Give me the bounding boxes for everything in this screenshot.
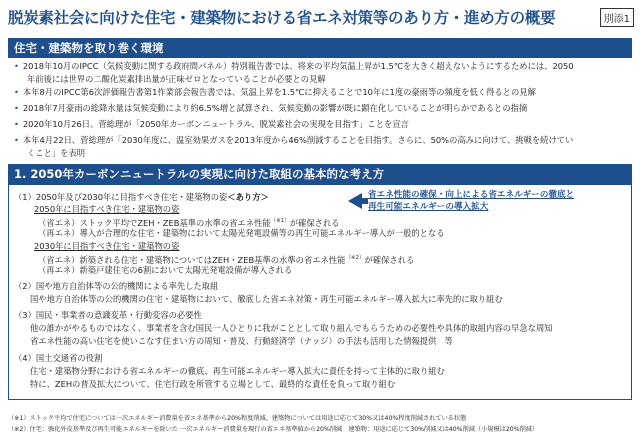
footnote-ref-2: （※2） <box>345 255 365 261</box>
section1-heading: 住宅・建築物を取り巻く環境 <box>8 38 632 58</box>
item3-heading: （3）国民・事業者の意識変革・行動変容の必要性 <box>14 310 202 320</box>
item3-body-line: 他の誰かがやるものではなく、事業者を含む国民一人ひとりに我がこととして取り組んでもらうための必要性や具体的取組内容の早急な周知 <box>30 323 553 333</box>
item3-body-line: 省エネ性能の高い住宅を使いこなす住まい方の周知・普及、行動経済学（ナッジ）の手法も活用した情報提供 等 <box>30 336 453 346</box>
item1-2050-subheading: 2050年に目指すべき住宅・建築物の姿 <box>34 204 180 214</box>
section2-heading: 1. 2050年カーボンニュートラルの実現に向けた取組の基本的な考え方 <box>8 164 632 184</box>
attachment-badge: 別添1 <box>600 8 634 27</box>
arrow-shaft <box>360 198 368 204</box>
bullet-4 <box>14 118 630 131</box>
item2-heading: （2）国や地方自治体等の公的機関による率先した取組 <box>14 281 219 291</box>
footnote-ref-1: （※1） <box>270 218 290 224</box>
callout-line: 再生可能エネルギーの導入拡大 <box>368 201 489 212</box>
bullet-mark: • <box>14 103 19 113</box>
bullet-mark: • <box>14 119 19 129</box>
bullet-text: 本年8月のIPCC第6次評価報告書第1作業部会報告書では、気温上昇を1.5℃に抑えることで10年に1度の豪雨等の頻度を低く得るとの見解 <box>22 87 536 97</box>
bullet-text: くこと」を表明 <box>27 147 86 158</box>
callout-box <box>368 190 574 213</box>
footnote-1: （※1）ストック平均で住宅については一次エネルギー消費量を省エネ基準から20%程度削減、建築物については用途に応じて30%又は40%程度削減されている状態 <box>8 415 467 422</box>
bullet-text: 2018年10月のIPCC（気候変動に関する政府間パネル）特別報告書では、将来の平均気温上昇が1.5℃を大きく超えないようにするためには、2050 <box>22 61 574 71</box>
item1-2030-line-a <box>38 253 414 266</box>
item1-heading-text: （1）2050年及び2030年に目指すべき住宅・建築物の姿 <box>14 192 228 202</box>
item1-2050-line-b: （再エネ）導入が合理的な住宅・建築物において太陽光発電設備等の再生可能エネルギー導入が一般的となる <box>38 228 445 238</box>
item1-2050-line-a-text: （省エネ）ストック平均でZEH・ZEB基準の水準の省エネ性能 <box>38 217 271 228</box>
page-title: 脱炭素社会に向けた住宅・建築物における省エネ対策等のあり方・進め方の概要 <box>8 9 556 27</box>
item1-2030-line-a-end: が確保される <box>364 254 415 265</box>
item1-2050-line-a-end: が確保される <box>289 217 340 228</box>
bullet-text: 本年4月22日、菅総理が「2030年度に、温室効果ガスを2013年度から46%削減することを目指す。さらに、50%の高みに向けて、挑戦を続けてい <box>22 135 574 145</box>
bullet-mark: • <box>14 87 19 97</box>
bullet-text: 2020年10月26日、菅総理が「2050年カーボンニュートラル、脱炭素社会の実現を目指す」ことを宣言 <box>22 119 409 129</box>
item1-2030-line-b: （再エネ）新築戸建住宅の6割において太陽光発電設備が導入される <box>38 265 293 275</box>
item4-body-line: 住宅・建築物分野における省エネルギーの徹底、再生可能エネルギー導入拡大に責任を持って主体的に取り組む <box>30 366 445 376</box>
bullet-mark: • <box>14 61 19 71</box>
bullet-2 <box>14 86 630 99</box>
bullet-text: 2018年7月豪雨の総降水量は気候変動により約6.5%増と試算され、気候変動の影響が既に顕在化していることが明らかであるとの指摘 <box>22 103 528 113</box>
item1-2030-subheading: 2030年に目指すべき住宅・建築物の姿 <box>34 241 180 251</box>
bullet-3 <box>14 102 630 115</box>
bullet-1 <box>14 60 630 85</box>
item1-heading <box>14 192 269 203</box>
item1-2030-line-a-text: （省エネ）新築される住宅・建築物についてはZEH・ZEB基準の水準の省エネ性能 <box>38 254 346 265</box>
item1-heading-emphasis: ＜あり方＞ <box>227 192 269 202</box>
item2-body: 国や地方自治体等の公的機関の住宅・建築物において、徹底した省エネ対策・再生可能エネルギー導入拡大に率先的に取り組む <box>30 294 503 304</box>
callout-line: 省エネ性能の確保・向上による省エネルギーの徹底と <box>368 190 575 200</box>
bullet-mark: • <box>14 135 19 145</box>
item4-heading: （4）国土交通省の役割 <box>14 353 103 363</box>
bullet-5 <box>14 134 630 159</box>
item1-2050-line-a <box>38 216 340 229</box>
footnote-2: （※2）住宅：強化外皮基準及び再生可能エネルギーを除いた 一次エネルギー消費量を現行の省エネ基準値から20%削減 建築物：用途に応じて30%削減又は40%削減（小規模は20%削減） <box>8 426 539 433</box>
title-bar <box>0 0 640 34</box>
bullet-text: 年前後には世界の二酸化炭素排出量が正味ゼロとなっていることが必要との見解 <box>27 73 326 84</box>
item4-body-line: 特に、ZEHの普及拡大について、住宅行政を所管する立場として、最終的な責任を負って取り組む <box>30 379 396 389</box>
